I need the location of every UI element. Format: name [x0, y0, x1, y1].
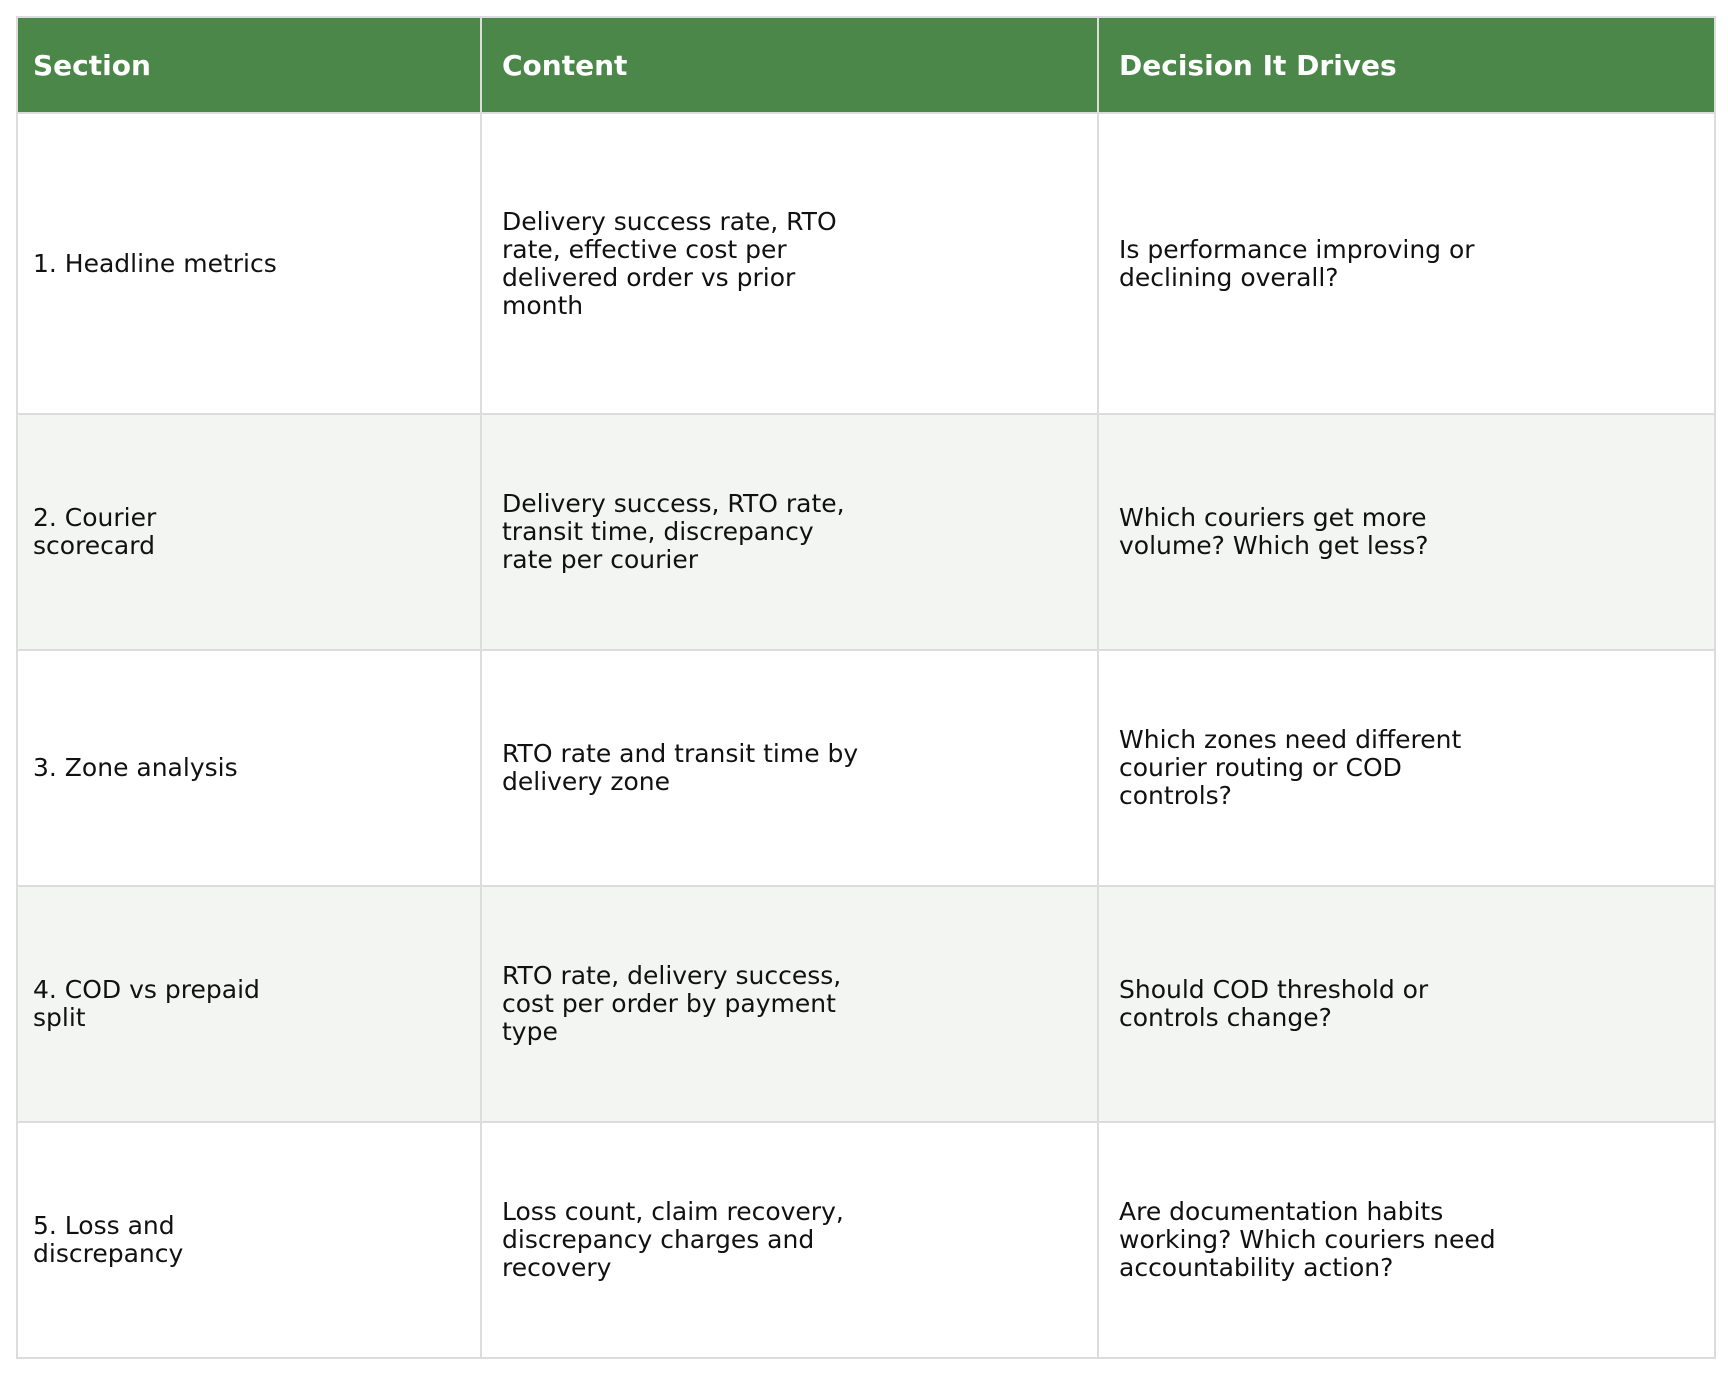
- decision-text: Should COD threshold or controls change?: [1119, 975, 1429, 1032]
- column-header-section: Section: [17, 17, 481, 113]
- table-row: [17, 886, 1715, 1122]
- table-header: [17, 17, 1715, 113]
- content-cell: [481, 1122, 1098, 1358]
- content-text: RTO rate and transit time by delivery zone: [502, 739, 859, 796]
- content-cell: [481, 414, 1098, 650]
- section-cell: [17, 886, 481, 1122]
- section-cell: [17, 113, 481, 414]
- decision-cell: [1098, 414, 1715, 650]
- content-cell: [481, 886, 1098, 1122]
- table-row: [17, 1122, 1715, 1358]
- table-row: [17, 414, 1715, 650]
- section-text: 4. COD vs prepaid split: [33, 975, 260, 1032]
- decision-text: Are documentation habits working? Which couriers need accountability action?: [1119, 1197, 1496, 1282]
- decision-cell: [1098, 650, 1715, 886]
- report-sections-table: [16, 16, 1716, 1359]
- section-cell: [17, 1122, 481, 1358]
- section-text: 3. Zone analysis: [33, 753, 238, 782]
- decision-cell: [1098, 113, 1715, 414]
- column-header-decision: Decision It Drives: [1098, 17, 1715, 113]
- content-text: RTO rate, delivery success, cost per order by payment type: [502, 961, 842, 1046]
- report-sections-table-container: [16, 16, 1714, 1359]
- content-text: Delivery success, RTO rate, transit time, discrepancy rate per courier: [502, 489, 845, 574]
- section-text: 5. Loss and discrepancy: [33, 1211, 184, 1268]
- section-text: 2. Courier scorecard: [33, 503, 157, 560]
- table-row: [17, 113, 1715, 414]
- decision-text: Which couriers get more volume? Which get less?: [1119, 503, 1429, 560]
- header-row: [17, 17, 1715, 113]
- table-body: [17, 113, 1715, 1358]
- section-cell: [17, 650, 481, 886]
- section-cell: [17, 414, 481, 650]
- content-cell: [481, 113, 1098, 414]
- content-cell: [481, 650, 1098, 886]
- decision-text: Is performance improving or declining overall?: [1119, 234, 1475, 292]
- decision-text: Which zones need different courier routing or COD controls?: [1119, 725, 1462, 810]
- content-text: Delivery success rate, RTO rate, effective cost per delivered order vs prior month: [502, 206, 837, 320]
- decision-cell: [1098, 886, 1715, 1122]
- table-row: [17, 650, 1715, 886]
- content-text: Loss count, claim recovery, discrepancy charges and recovery: [502, 1197, 844, 1282]
- decision-cell: [1098, 1122, 1715, 1358]
- section-text: 1. Headline metrics: [33, 248, 277, 278]
- column-header-content: Content: [481, 17, 1098, 113]
